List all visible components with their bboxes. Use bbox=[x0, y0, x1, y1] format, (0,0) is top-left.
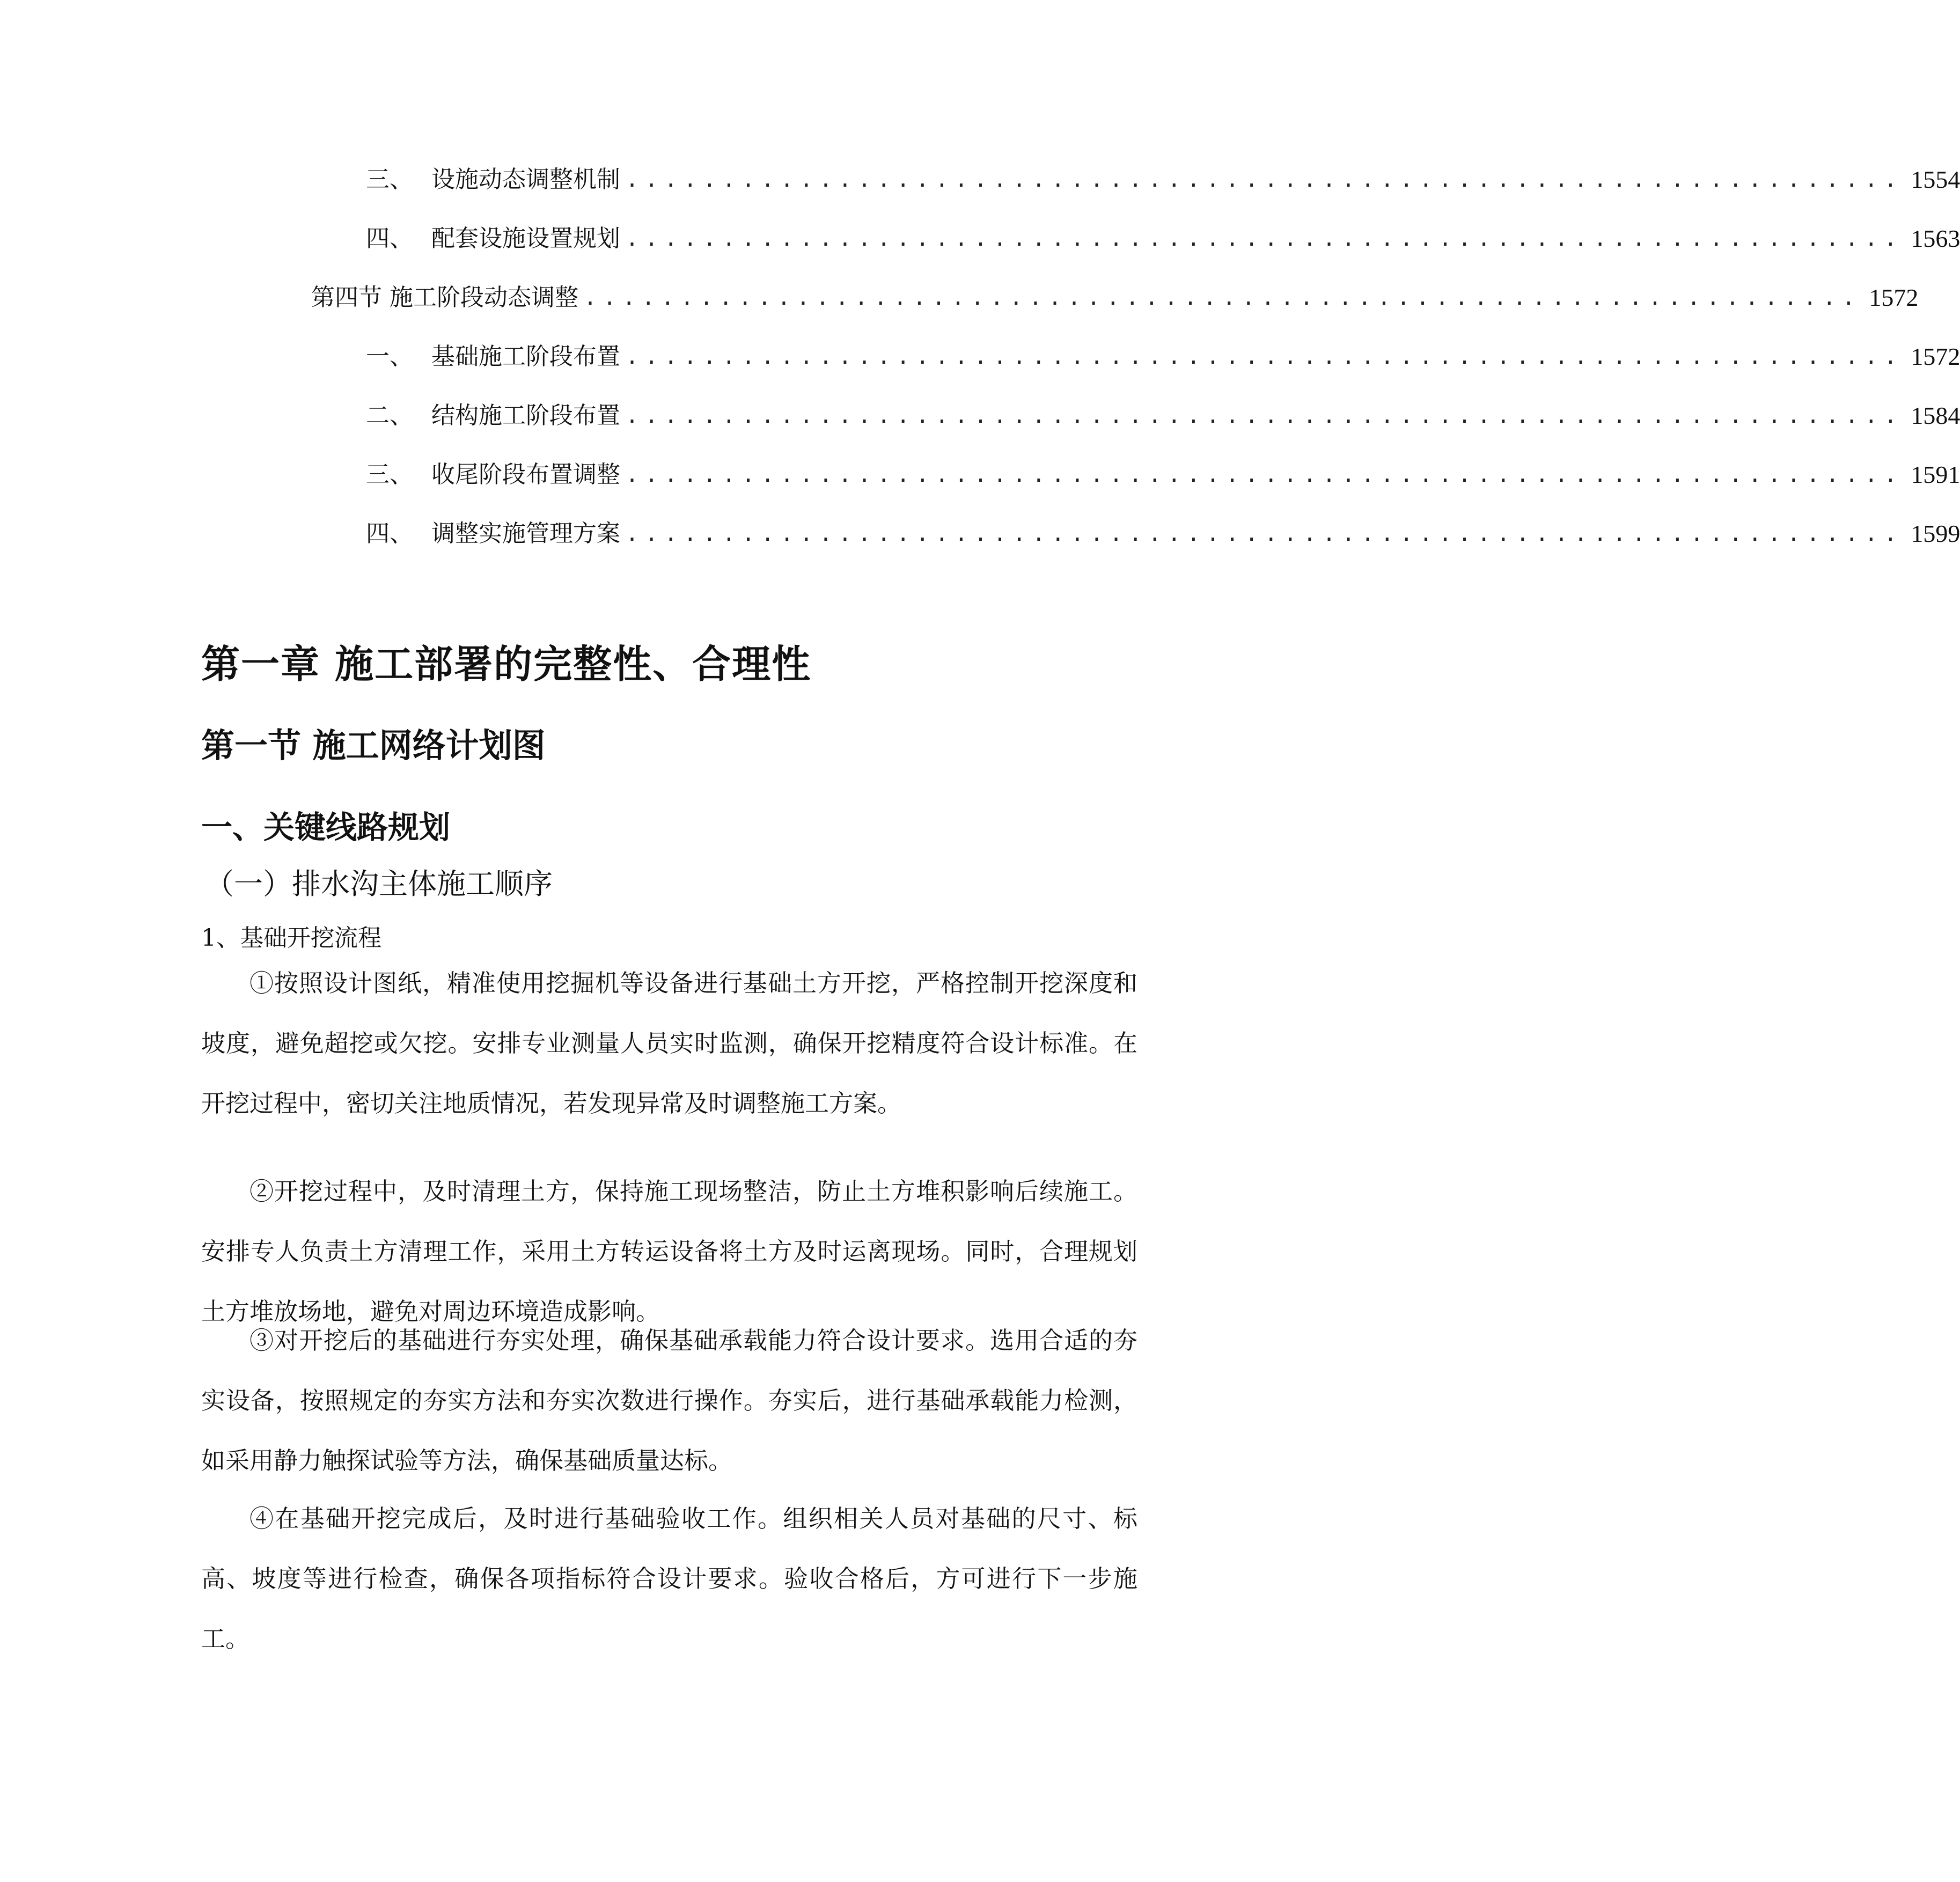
toc-entry-title: 设施动态调整机制 bbox=[431, 166, 620, 193]
toc-entry-title: 第四节 施工阶段动态调整 bbox=[311, 284, 578, 311]
toc-leader-dots: .................................................................. bbox=[626, 167, 1904, 192]
toc-entry-title: 配套设施设置规划 bbox=[431, 225, 620, 252]
body-paragraph: ①按照设计图纸，精准使用挖掘机等设备进行基础土方开挖，严格控制开挖深度和坡度，避免超挖或欠挖。安排专业测量人员实时监测，确保开挖精度符合设计标准。在开挖过程中，密切关注地质情况，若发现异常及时调整施工方案。 bbox=[201, 969, 1137, 1118]
toc-leader-dots: .................................................................. bbox=[626, 226, 1904, 251]
toc-entry-page: 1572 bbox=[1911, 343, 1960, 370]
toc-entry[interactable] bbox=[366, 515, 1960, 553]
subsection-title: 一、关键线路规划 bbox=[201, 809, 451, 846]
toc-entry[interactable] bbox=[311, 279, 1919, 317]
toc-leader-dots: .................................................................. bbox=[584, 285, 1862, 310]
toc-entry-number: 二、 bbox=[366, 402, 413, 429]
toc-leader-dots: .................................................................. bbox=[626, 403, 1904, 428]
toc-entry-number: 四、 bbox=[366, 225, 413, 252]
subsubsection-title: （一）排水沟主体施工顺序 bbox=[205, 867, 553, 901]
toc-entry[interactable] bbox=[366, 338, 1960, 376]
toc-leader-dots: .................................................................. bbox=[626, 344, 1904, 369]
body-paragraph: ④在基础开挖完成后，及时进行基础验收工作。组织相关人员对基础的尺寸、标高、坡度等进行检查，确保各项指标符合设计要求。验收合格后，方可进行下一步施工。 bbox=[201, 1504, 1137, 1653]
body-paragraph: ②开挖过程中，及时清理土方，保持施工现场整洁，防止土方堆积影响后续施工。安排专人负责土方清理工作，采用土方转运设备将土方及时运离现场。同时，合理规划土方堆放场地，避免对周边环境造成影响。 bbox=[201, 1177, 1137, 1326]
toc-entry-title: 基础施工阶段布置 bbox=[431, 343, 620, 370]
toc-entry-page: 1584 bbox=[1911, 402, 1960, 429]
item-title: 1、基础开挖流程 bbox=[201, 924, 381, 952]
toc-leader-dots: .................................................................. bbox=[626, 462, 1904, 487]
toc-entry-page: 1563 bbox=[1911, 225, 1960, 252]
toc-entry-number: 一、 bbox=[366, 343, 413, 370]
toc-entry[interactable] bbox=[366, 397, 1960, 435]
toc-entry-number: 三、 bbox=[366, 166, 413, 193]
toc-entry-page: 1599 bbox=[1911, 520, 1960, 547]
toc-entry-title: 结构施工阶段布置 bbox=[431, 402, 620, 429]
toc-entry[interactable] bbox=[366, 161, 1960, 199]
body-paragraph: ③对开挖后的基础进行夯实处理，确保基础承载能力符合设计要求。选用合适的夯实设备，按照规定的夯实方法和夯实次数进行操作。夯实后，进行基础承载能力检测，如采用静力触探试验等方法，确保基础质量达标。 bbox=[201, 1326, 1137, 1475]
toc-entry-number: 四、 bbox=[366, 520, 413, 547]
toc-entry-page: 1591 bbox=[1911, 461, 1960, 488]
toc-entry-number: 三、 bbox=[366, 461, 413, 488]
toc-entry-title: 收尾阶段布置调整 bbox=[431, 461, 620, 488]
toc-entry[interactable] bbox=[366, 456, 1960, 494]
toc-entry-page: 1554 bbox=[1911, 166, 1960, 193]
toc-entry-page: 1572 bbox=[1869, 284, 1919, 311]
section-title: 第一节 施工网络计划图 bbox=[201, 726, 546, 765]
toc-leader-dots: .................................................................. bbox=[626, 521, 1904, 546]
chapter-title: 第一章 施工部署的完整性、合理性 bbox=[201, 642, 812, 687]
toc-entry-title: 调整实施管理方案 bbox=[431, 520, 620, 547]
toc-entry[interactable] bbox=[366, 220, 1960, 258]
